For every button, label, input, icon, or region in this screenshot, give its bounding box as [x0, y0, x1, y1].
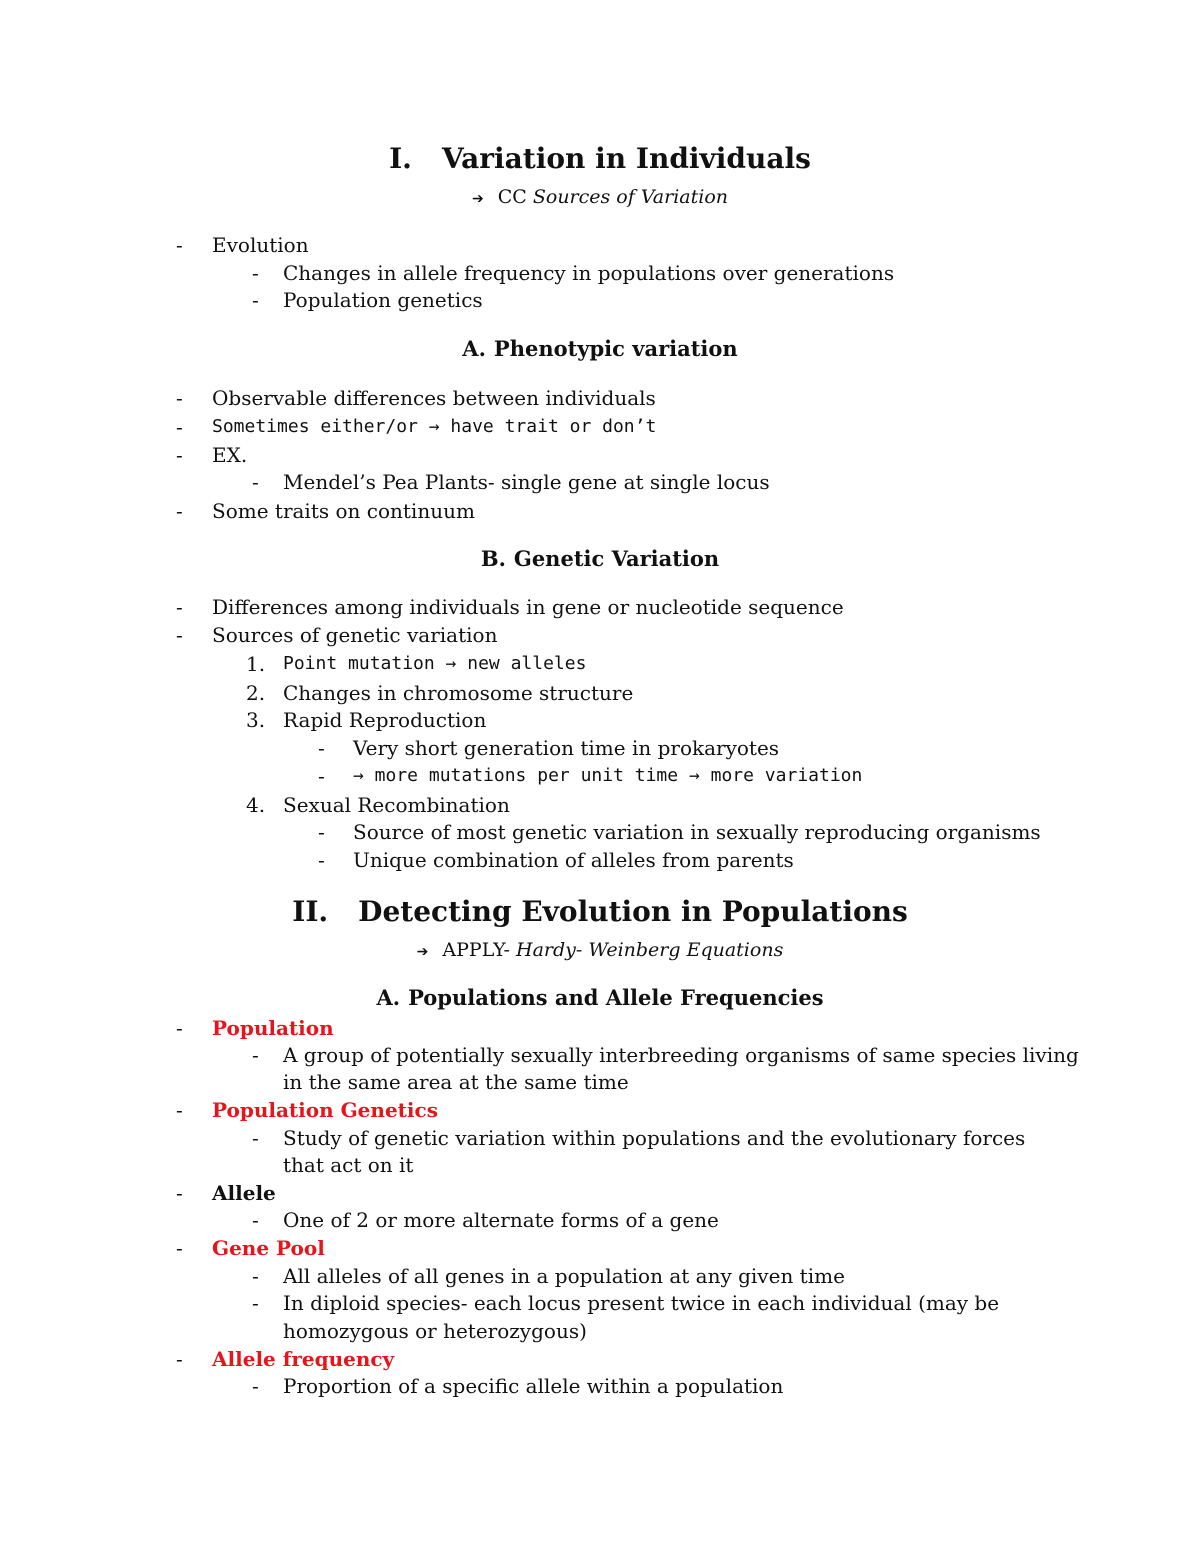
definition-text: One of 2 or more alternate forms of a gene — [283, 1208, 719, 1232]
part-2a-title: Populations and Allele Frequencies — [408, 985, 824, 1010]
subtitle-prefix: CC — [497, 186, 533, 208]
bullet-dash: - — [176, 386, 183, 410]
numbered-item-text: Rapid Reproduction — [283, 708, 487, 732]
section-2-title: Detecting Evolution in Populations — [358, 895, 908, 928]
bullet-dash: - — [176, 499, 183, 523]
part-2a-number: A. — [376, 985, 401, 1010]
section-2-number: II. — [292, 895, 329, 928]
definition-text: In diploid species- each locus present twice in each individual (may be — [283, 1291, 1000, 1315]
subtitle-italic: Sources of Variation — [532, 186, 728, 208]
list-item-text: Changes in allele frequency in populations over generations — [283, 261, 895, 285]
term-label: Population Genetics — [212, 1098, 438, 1122]
part-b-number: B. — [480, 546, 506, 571]
definition-text: that act on it — [283, 1153, 414, 1177]
section-1-title: Variation in Individuals — [441, 142, 811, 175]
bullet-dash: - — [318, 848, 325, 872]
bullet-dash: - — [252, 1374, 259, 1398]
list-item-text: Mendel’s Pea Plants- single gene at single locus — [283, 470, 770, 494]
subtitle-italic: Hardy- Weinberg Equations — [516, 939, 784, 961]
list-item-text: Evolution — [212, 233, 309, 257]
list-item-text: Observable differences between individuals — [212, 386, 656, 410]
definition-text: All alleles of all genes in a population at any given time — [283, 1264, 845, 1288]
arrow-icon: ➔ — [472, 191, 484, 207]
list-item-text: → more mutations per unit time → more variation — [353, 765, 863, 786]
part-b-heading — [0, 546, 1200, 571]
definition-text: A group of potentially sexually interbreeding organisms of same species living — [283, 1043, 1079, 1067]
item-number: 3. — [246, 708, 266, 732]
subtitle-prefix: APPLY- — [442, 939, 517, 961]
bullet-dash: - — [252, 470, 259, 494]
item-number: 1. — [246, 652, 266, 676]
bullet-dash: - — [176, 233, 183, 257]
bullet-dash: - — [318, 736, 325, 760]
part-a-number: A. — [462, 336, 486, 361]
term-label: Allele — [212, 1181, 276, 1205]
section-1-heading — [0, 142, 1200, 175]
section-2-heading — [0, 895, 1200, 928]
section-1-subtitle — [0, 186, 1200, 208]
bullet-dash: - — [176, 623, 183, 647]
bullet-dash: - — [252, 261, 259, 285]
bullet-dash: - — [176, 415, 183, 439]
bullet-dash: - — [252, 288, 259, 312]
term-label: Gene Pool — [212, 1236, 325, 1260]
bullet-dash: - — [318, 764, 325, 788]
numbered-item-text: Changes in chromosome structure — [283, 681, 634, 705]
definition-text: Study of genetic variation within populations and the evolutionary forces — [283, 1126, 1026, 1150]
bullet-dash: - — [252, 1208, 259, 1232]
list-item-text: Sometimes either/or → have trait or don’t — [212, 416, 657, 437]
definition-text: Proportion of a specific allele within a population — [283, 1374, 784, 1398]
list-item-text: EX. — [212, 443, 248, 467]
section-1-number: I. — [389, 142, 412, 175]
bullet-dash: - — [176, 1236, 183, 1260]
definition-text: in the same area at the same time — [283, 1070, 629, 1094]
item-number: 2. — [246, 681, 266, 705]
list-item-text: Unique combination of alleles from parents — [353, 848, 794, 872]
term-label: Population — [212, 1016, 334, 1040]
bullet-dash: - — [176, 1347, 183, 1371]
part-a-heading — [0, 336, 1200, 361]
term-label: Allele frequency — [212, 1347, 395, 1371]
item-number: 4. — [246, 793, 266, 817]
bullet-dash: - — [252, 1126, 259, 1150]
list-item-text: Sources of genetic variation — [212, 623, 498, 647]
definition-text: homozygous or heterozygous) — [283, 1319, 587, 1343]
bullet-dash: - — [318, 820, 325, 844]
bullet-dash: - — [176, 443, 183, 467]
bullet-dash: - — [176, 1016, 183, 1040]
list-item-text: Source of most genetic variation in sexually reproducing organisms — [353, 820, 1041, 844]
list-item-text: Population genetics — [283, 288, 483, 312]
arrow-icon: ➔ — [416, 944, 429, 960]
numbered-item-text: Sexual Recombination — [283, 793, 510, 817]
part-b-title: Genetic Variation — [513, 546, 720, 571]
list-item-text: Very short generation time in prokaryotes — [353, 736, 780, 760]
bullet-dash: - — [252, 1264, 259, 1288]
section-2-subtitle — [0, 939, 1200, 961]
part-a-title: Phenotypic variation — [493, 336, 738, 361]
list-item-text: Differences among individuals in gene or nucleotide sequence — [212, 595, 844, 619]
bullet-dash: - — [252, 1291, 259, 1315]
bullet-dash: - — [176, 595, 183, 619]
numbered-item-text: Point mutation → new alleles — [283, 653, 587, 674]
bullet-dash: - — [252, 1043, 259, 1067]
bullet-dash: - — [176, 1181, 183, 1205]
list-item-text: Some traits on continuum — [212, 499, 475, 523]
part-2a-heading — [0, 985, 1200, 1010]
bullet-dash: - — [176, 1098, 183, 1122]
